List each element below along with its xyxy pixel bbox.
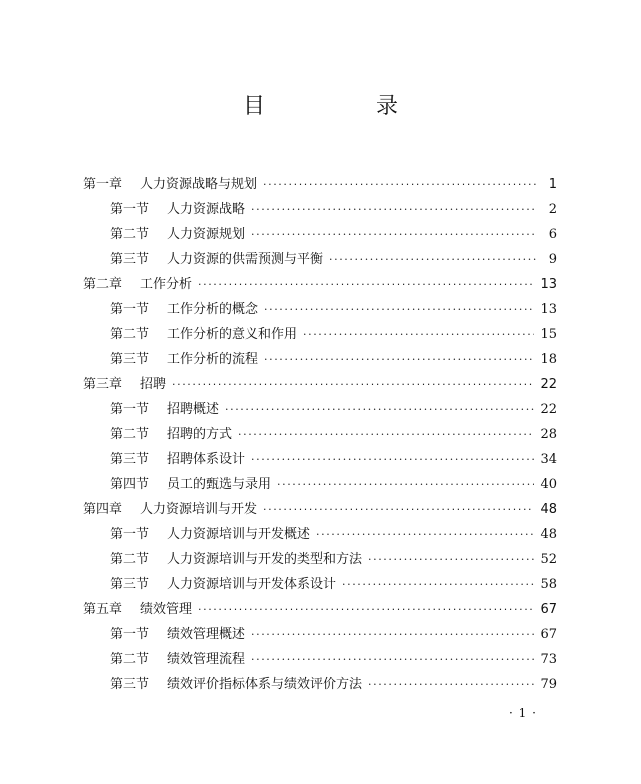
- toc-entry-title: 人力资源战略: [167, 202, 246, 217]
- toc-entry-page: 22: [540, 377, 557, 392]
- toc-entry-page: 6: [548, 227, 557, 242]
- toc-entry-number: 第二章: [83, 277, 123, 292]
- toc-leader-dots: [264, 347, 534, 372]
- toc-entry-number: 第三节: [110, 677, 150, 692]
- toc-section-entry[interactable]: [83, 622, 557, 647]
- toc-entry-title: 招聘概述: [167, 402, 220, 417]
- toc-leader-dots: [172, 372, 534, 397]
- toc-entry-number: 第一节: [110, 627, 150, 642]
- toc-section-entry[interactable]: [83, 672, 557, 697]
- toc-entry-title: 绩效管理流程: [167, 652, 246, 667]
- toc-entry-title: 工作分析的流程: [167, 352, 259, 367]
- toc-leader-dots: [264, 297, 534, 322]
- toc-entry-page: 67: [540, 627, 557, 642]
- toc-leader-dots: [198, 272, 534, 297]
- toc-entry-number: 第三章: [83, 377, 123, 392]
- toc-entry-title: 人力资源培训与开发体系设计: [167, 577, 337, 592]
- toc-entry-number: 第三节: [110, 577, 150, 592]
- toc-leader-dots: [251, 447, 534, 472]
- toc-entry-title: 绩效管理概述: [167, 627, 246, 642]
- toc-entry-page: 15: [540, 327, 557, 342]
- toc-leader-dots: [342, 572, 534, 597]
- toc-leader-dots: [251, 222, 537, 247]
- toc-entry-title: 绩效评价指标体系与绩效评价方法: [167, 677, 363, 692]
- toc-leader-dots: [198, 597, 534, 622]
- toc-chapter-entry[interactable]: [83, 597, 557, 622]
- toc-entry-number: 第一节: [110, 402, 150, 417]
- toc-entry-number: 第三节: [110, 452, 150, 467]
- toc-entry-page: 48: [540, 502, 557, 517]
- toc-entry-page: 13: [540, 277, 557, 292]
- toc-entry-number: 第一节: [110, 527, 150, 542]
- toc-entry-title: 人力资源战略与规划: [140, 177, 258, 192]
- toc-leader-dots: [303, 322, 534, 347]
- toc-entry-number: 第二节: [110, 427, 150, 442]
- toc-entry-title: 人力资源规划: [167, 227, 246, 242]
- toc-leader-dots: [329, 247, 537, 272]
- toc-leader-dots: [225, 397, 534, 422]
- toc-leader-dots: [251, 647, 534, 672]
- toc-entry-number: 第二节: [110, 227, 150, 242]
- toc-entry-number: 第二节: [110, 652, 150, 667]
- toc-section-entry[interactable]: [83, 222, 557, 247]
- toc-section-entry[interactable]: [83, 647, 557, 672]
- toc-entry-number: 第一章: [83, 177, 123, 192]
- page-number: · 1 ·: [509, 706, 537, 720]
- toc-entry-page: 28: [540, 427, 557, 442]
- toc-section-entry[interactable]: [83, 322, 557, 347]
- toc-entry-page: 40: [540, 477, 557, 492]
- toc-section-entry[interactable]: [83, 347, 557, 372]
- toc-entry-number: 第一节: [110, 302, 150, 317]
- toc-entry-title: 招聘的方式: [167, 427, 233, 442]
- toc-entry-title: 绩效管理: [140, 602, 193, 617]
- toc-entry-page: 67: [540, 602, 557, 617]
- toc-entry-number: 第四节: [110, 477, 150, 492]
- toc-section-entry[interactable]: [83, 197, 557, 222]
- toc-chapter-entry[interactable]: [83, 272, 557, 297]
- toc-entry-title: 工作分析的概念: [167, 302, 259, 317]
- page-title: 目 录: [243, 94, 450, 119]
- toc-chapter-entry[interactable]: [83, 172, 557, 197]
- toc-leader-dots: [368, 547, 534, 572]
- toc-entry-title: 人力资源培训与开发的类型和方法: [167, 552, 363, 567]
- toc-entry-number: 第三节: [110, 352, 150, 367]
- toc-entry-page: 2: [548, 202, 557, 217]
- toc-entry-title: 员工的甄选与录用: [167, 477, 272, 492]
- toc-entry-number: 第五章: [83, 602, 123, 617]
- toc-chapter-entry[interactable]: [83, 497, 557, 522]
- toc-entry-number: 第四章: [83, 502, 123, 517]
- toc-entry-page: 18: [540, 352, 557, 367]
- toc-section-entry[interactable]: [83, 472, 557, 497]
- toc-section-entry[interactable]: [83, 422, 557, 447]
- toc-leader-dots: [316, 522, 534, 547]
- toc-entry-page: 48: [540, 527, 557, 542]
- toc-section-entry[interactable]: [83, 447, 557, 472]
- toc-section-entry[interactable]: [83, 547, 557, 572]
- toc-entry-page: 13: [540, 302, 557, 317]
- toc-leader-dots: [238, 422, 534, 447]
- toc-entry-page: 1: [548, 177, 557, 192]
- toc-entry-page: 34: [540, 452, 557, 467]
- toc-leader-dots: [263, 497, 534, 522]
- toc-leader-dots: [263, 172, 537, 197]
- toc-entry-title: 招聘体系设计: [167, 452, 246, 467]
- table-of-contents: [83, 172, 557, 697]
- toc-entry-page: 9: [548, 252, 557, 267]
- toc-entry-number: 第二节: [110, 327, 150, 342]
- toc-entry-number: 第三节: [110, 252, 150, 267]
- toc-entry-title: 人力资源的供需预测与平衡: [167, 252, 324, 267]
- toc-leader-dots: [277, 472, 534, 497]
- toc-entry-number: 第一节: [110, 202, 150, 217]
- toc-section-entry[interactable]: [83, 297, 557, 322]
- toc-entry-page: 22: [540, 402, 557, 417]
- toc-section-entry[interactable]: [83, 397, 557, 422]
- toc-entry-page: 79: [540, 677, 557, 692]
- toc-section-entry[interactable]: [83, 522, 557, 547]
- toc-entry-page: 73: [540, 652, 557, 667]
- toc-entry-title: 人力资源培训与开发概述: [167, 527, 311, 542]
- toc-leader-dots: [251, 197, 537, 222]
- toc-section-entry[interactable]: [83, 572, 557, 597]
- toc-entry-title: 工作分析的意义和作用: [167, 327, 298, 342]
- toc-entry-page: 52: [540, 552, 557, 567]
- toc-leader-dots: [368, 672, 534, 697]
- toc-entry-title: 工作分析: [140, 277, 193, 292]
- toc-entry-number: 第二节: [110, 552, 150, 567]
- toc-chapter-entry[interactable]: [83, 372, 557, 397]
- toc-entry-title: 人力资源培训与开发: [140, 502, 258, 517]
- toc-leader-dots: [251, 622, 534, 647]
- toc-entry-title: 招聘: [140, 377, 167, 392]
- toc-section-entry[interactable]: [83, 247, 557, 272]
- toc-entry-page: 58: [540, 577, 557, 592]
